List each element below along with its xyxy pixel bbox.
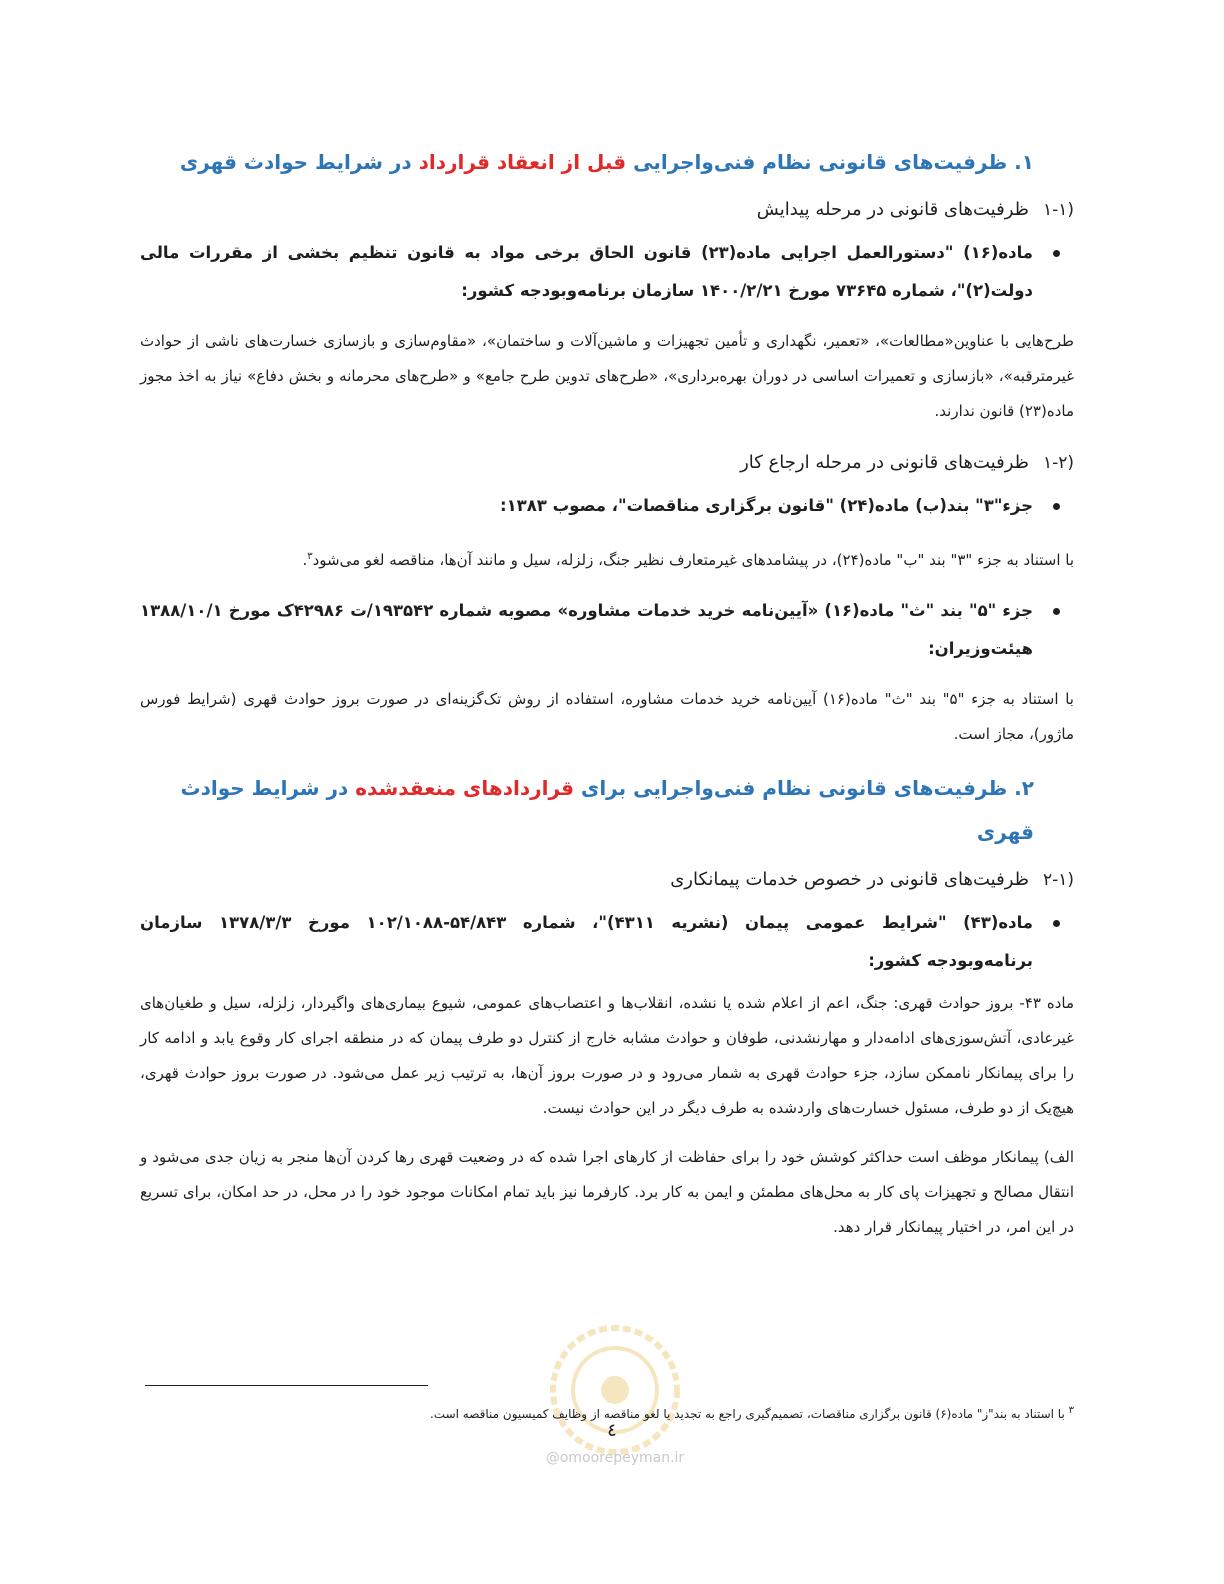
subsection-title: ظرفیت‌های قانونی در مرحله پیدایش — [756, 199, 1029, 220]
bullet-text: جزء "۵" بند "ث" ماده(۱۶) «آیین‌نامه خرید خدمات مشاوره» مصوبه شماره ۱۹۳۵۴۲/ت ۴۲۹۸۶ک مورخ ۱۳۸۸/۱۰/۱ هیئت‌وزیران: — [140, 601, 1034, 658]
subsection-number: ۱-۲) — [1042, 453, 1074, 473]
footnote-mark: ۳ — [1068, 1405, 1074, 1416]
section-2-title-part-a: ظرفیت‌های قانونی نظام فنی‌واجرایی برای — [581, 776, 1008, 800]
footnote-separator — [145, 1385, 428, 1386]
bullet-item — [140, 592, 1074, 668]
bullet-icon — [1053, 503, 1060, 510]
bullet-icon — [1053, 250, 1060, 257]
section-1-title-part-a: ظرفیت‌های قانونی نظام فنی‌واجرایی — [633, 150, 1008, 174]
body-paragraph: الف) پیمانکار موظف است حداکثر کوشش خود را برای حفاظت از کارهای اجرا شده که در وضعیت قهری رها کردن آن‌ها منجر به زیان جدی می‌شود و انتقال مصالح و تجهیزات پای کار به محل‌های مطمئن و ایمن به کار برد. کارفرما نیز باید تمام امکانات موجود خود را در محل، در حد امکان، برای تسریع در این امر، در اختیار پیمانکار قرار دهد. — [140, 1148, 1074, 1236]
section-1-heading — [140, 140, 1074, 184]
subsection-title: ظرفیت‌های قانونی در مرحله ارجاع کار — [740, 452, 1029, 473]
section-2-number: ۲. — [1014, 776, 1034, 800]
subsection-1-2-heading — [140, 443, 1074, 483]
bullet-icon — [1053, 608, 1060, 615]
page-number: ٤ — [607, 1420, 617, 1441]
bullet-text: جزء"۳" بند(ب) ماده(۲۴) "قانون برگزاری مناقصات"، مصوب ۱۳۸۳: — [499, 496, 1033, 515]
bullet-item — [140, 234, 1074, 310]
bullet-item — [140, 904, 1074, 980]
section-2-title-part-c: در شرایط حوادث قهری — [180, 776, 1034, 844]
subsection-number: ۲-۱) — [1042, 870, 1074, 890]
section-1-title-highlight: قبل از انعقاد قرارداد — [418, 150, 627, 174]
section-1-title-part-c: در شرایط حوادث قهری — [179, 150, 412, 174]
body-paragraph: با استناد به جزء "۵" بند "ث" ماده(۱۶) آیین‌نامه خرید خدمات مشاوره، استفاده از روش تک‌گزینه‌ای در صورت بروز حوادث قهری (شرایط فورس ماژور)، مجاز است. — [140, 690, 1074, 743]
bullet-item — [140, 487, 1074, 525]
bullet-text: ماده(۴۳) "شرایط عمومی پیمان (نشریه ۴۳۱۱)"، شماره ۵۴/۸۴۳-۱۰۲/۱۰۸۸ مورخ ۱۳۷۸/۳/۳ سازمان برنامه‌وبودجه کشور: — [140, 913, 1033, 970]
paragraph-text: با استناد به جزء "۳" بند "ب" ماده(۲۴)، در پیشامدهای غیرمتعارف نظیر جنگ، زلزله، سیل و مانند آن‌ها، مناقصه لغو می‌شود — [312, 551, 1074, 569]
page-content — [140, 140, 1074, 1259]
section-2-title-highlight: قراردادهای منعقدشده — [355, 776, 575, 800]
section-1-number: ۱. — [1014, 150, 1034, 174]
section-2-heading — [140, 766, 1074, 854]
bullet-text: ماده(۱۶) "دستورالعمل اجرایی ماده(۲۳) قانون الحاق برخی مواد به قانون تنظیم بخشی از مقررات مالی دولت(۲)"، شماره ۷۳۶۴۵ مورخ ۱۴۰۰/۲/۲۱ سازمان برنامه‌وبودجه کشور: — [140, 243, 1033, 300]
body-paragraph: ماده ۴۳- بروز حوادث قهری: جنگ، اعم از اعلام شده یا نشده، انقلاب‌ها و اعتصاب‌های عمومی، شیوع بیماری‌های واگیردار، زلزله، سیل و طغیان‌های غیرعادی، آتش‌سوزی‌های ادامه‌دار و مهارنشدنی، طوفان و حوادث مشابه خارج از کنترل دو طرف پیمان که در منطقه اجرای کار وقوع یابد و ادامه کار را برای پیمانکار ناممکن سازد، جزء حوادث قهری به شمار می‌رود و در صورت بروز آن‌ها، به ترتیب زیر عمل می‌شود. در صورت بروز حوادث قهری، هیچ‌یک از دو طرف، مسئول خسارت‌های واردشده به طرف دیگر در این حوادث نیست. — [140, 994, 1074, 1117]
bullet-icon — [1053, 920, 1060, 927]
footnote-reference[interactable]: ۳ — [307, 551, 313, 562]
subsection-title: ظرفیت‌های قانونی در خصوص خدمات پیمانکاری — [670, 869, 1029, 890]
subsection-number: ۱-۱) — [1042, 200, 1074, 220]
body-paragraph: طرح‌هایی با عناوین«مطالعات»، «تعمیر، نگهداری و تأمین تجهیزات و ماشین‌آلات و ساختمان»، «مقاوم‌سازی و بازسازی خسارت‌های ناشی از حوادث غیرمترقبه»، «بازسازی و تعمیرات اساسی در دوران بهره‌برداری»، «طرح‌های تدوین طرح جامع» و «طرح‌های محرمانه و بخش دفاع» نیاز به اخذ مجوز ماده(۲۳) قانون ندارند. — [140, 332, 1074, 420]
footnote-text: با استناد به بند"ز" ماده(۶) قانون برگزاری مناقصات، تصمیم‌گیری راجع به تجدید یا لغو مناقصه از وظایف کمیسیون مناقصه است. — [429, 1407, 1065, 1421]
watermark-site-text: @omoorepeyman.ir — [545, 1450, 685, 1466]
body-paragraph: با استناد به جزء "۳" بند "ب" ماده(۲۴)، در پیشامدهای غیرمتعارف نظیر جنگ، زلزله، سیل و مانند آن‌ها، مناقصه لغو می‌شود$^۳$. — [302, 551, 1074, 569]
subsection-2-1-heading — [140, 860, 1074, 900]
subsection-1-1-heading — [140, 190, 1074, 230]
